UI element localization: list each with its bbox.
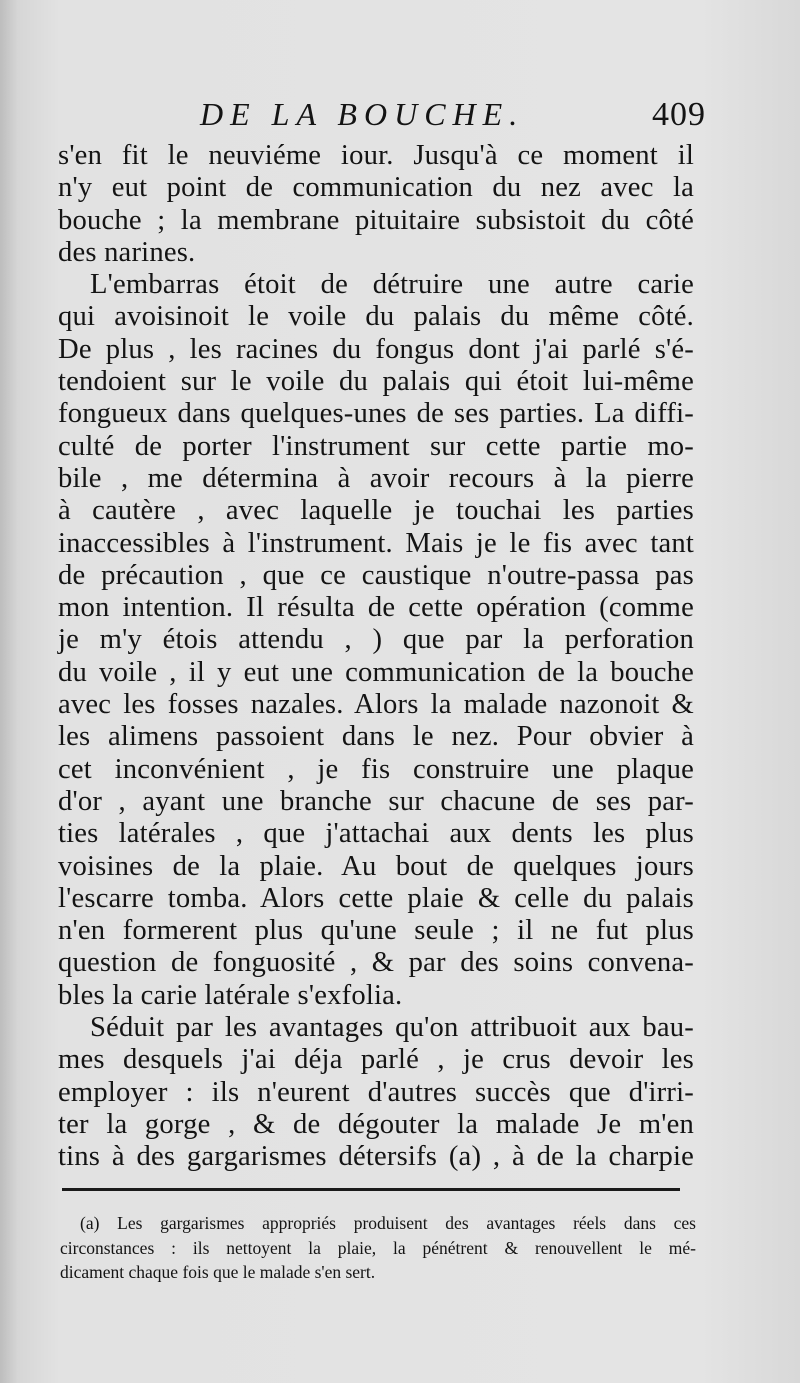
- text-line: De plus , les racines du fongus dont j'ai parlé s'é-: [58, 333, 694, 365]
- text-line: je m'y étois attendu , ) que par la perforation: [58, 624, 694, 656]
- text-line: question de fonguosité , & par des soins convena-: [58, 947, 694, 979]
- text-line: à cautère , avec laquelle je touchai les parties: [58, 495, 694, 527]
- text-line: du voile , il y eut une communication de la bouche: [58, 656, 694, 688]
- text-line: s'en fit le neuviéme iour. Jusqu'à ce moment il: [58, 140, 694, 171]
- text-line: L'embarras étoit de détruire une autre carie: [90, 269, 694, 301]
- footnote-line: circonstances : ils nettoyent la plaie, la pénétrent & renouvellent le mé-: [60, 1237, 696, 1258]
- footnote: [60, 1211, 696, 1285]
- text-line: culté de porter l'instrument sur cette partie mo-: [58, 430, 694, 462]
- text-line: ties latérales , que j'attachai aux dents les plus: [58, 818, 694, 850]
- text-line: ter la gorge , & de dégouter la malade Je m'en: [58, 1108, 694, 1140]
- text-line: voisines de la plaie. Au bout de quelques jours: [58, 850, 694, 882]
- text-line: des narines.: [58, 236, 196, 268]
- text-line: mon intention. Il résulta de cette opération (comme: [58, 592, 694, 624]
- footnote-rule: [62, 1188, 680, 1191]
- footnote-line: (a) Les gargarismes appropriés produisent des avantages réels dans ces: [80, 1213, 696, 1233]
- text-line: Séduit par les avantages qu'on attribuoit aux bau-: [90, 1012, 694, 1044]
- text-line: inaccessibles à l'instrument. Mais je le fis avec tant: [58, 527, 694, 559]
- page-number: 409: [652, 96, 706, 133]
- running-title: DE LA BOUCHE.: [200, 96, 525, 132]
- text-line: d'or , ayant une branche sur chacune de ses par-: [58, 785, 694, 817]
- text-line: bles la carie latérale s'exfolia.: [58, 979, 403, 1011]
- text-line: n'en formerent plus qu'une seule ; il ne fut plus: [58, 915, 694, 947]
- footnote-line: dicament chaque fois que le malade s'en sert.: [60, 1262, 376, 1282]
- text-line: de précaution , que ce caustique n'outre-passa pas: [58, 559, 694, 591]
- text-line: fongueux dans quelques-unes de ses parties. La diffi-: [58, 398, 694, 430]
- text-line: cet inconvénient , je fis construire une plaque: [58, 753, 694, 785]
- text-line: employer : ils n'eurent d'autres succès que d'irri-: [58, 1076, 694, 1108]
- text-line: bouche ; la membrane pituitaire subsistoit du côté: [58, 204, 694, 236]
- text-line: l'escarre tomba. Alors cette plaie & celle du palais: [58, 882, 694, 914]
- text-line: mes desquels j'ai déja parlé , je crus devoir les: [58, 1044, 694, 1076]
- text-line: tendoient sur le voile du palais qui étoit lui-même: [58, 366, 694, 398]
- page-header: [60, 96, 706, 136]
- text-line: bile , me détermina à avoir recours à la pierre: [58, 462, 694, 494]
- text-line: avec les fosses nazales. Alors la malade nazonoit &: [58, 689, 694, 721]
- body-text: [58, 140, 694, 1174]
- text-line: tins à des gargarismes détersifs (a) , à de la charpie: [58, 1141, 694, 1173]
- text-line: n'y eut point de communication du nez avec la: [58, 172, 694, 204]
- text-line: qui avoisinoit le voile du palais du même côté.: [58, 301, 694, 333]
- text-line: les alimens passoient dans le nez. Pour obvier à: [58, 721, 694, 753]
